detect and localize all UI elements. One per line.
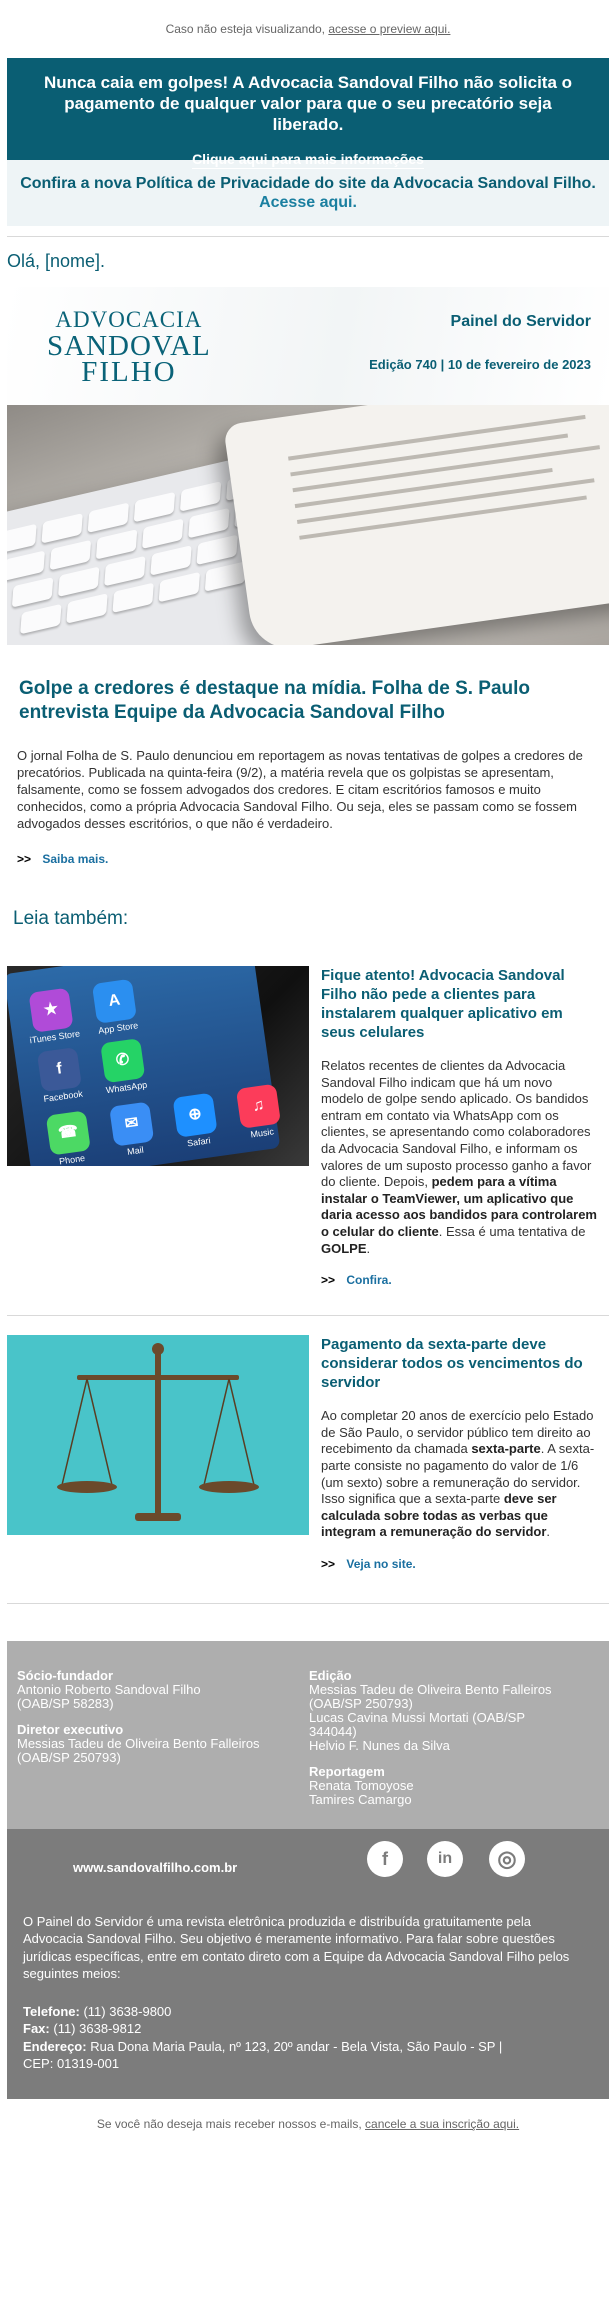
logo-line-3: FILHO <box>81 356 177 388</box>
privacy-text: Confira a nova Política de Privacidade do site da Advocacia Sandoval Filho. <box>20 175 596 192</box>
phone-icon: ☎ <box>46 1110 91 1155</box>
scam-alert-banner <box>7 58 609 167</box>
more-info-link[interactable]: Clique aqui para mais informações <box>192 151 424 167</box>
article-card-sexta-parte <box>7 1335 609 1571</box>
fax-label: Fax: <box>23 2021 50 2037</box>
address-label: Endereço: <box>23 2038 87 2054</box>
card-text <box>309 1335 609 1571</box>
email-container <box>7 58 609 2099</box>
saiba-mais-link[interactable]: Saiba mais. <box>42 852 109 866</box>
main-article-more <box>7 832 609 866</box>
main-article-body: O jornal Folha de S. Paulo denunciou em reportagem as novas tentativas de golpes a credores de precatórios. Publicada na quinta-feira (9/2), a matéria revela que os golpistas se apresentam, falsamente, como se fossem advogados dos credores. E citam escritórios famosos e muito conhecidos, como a própria Advocacia Sandoval Filho. Ou seja, eles se passam como se fossem advogados desses escritórios, o que não é verdadeiro. <box>17 748 583 831</box>
unsubscribe-text: Se você não deseja mais receber nossos e-mails, <box>96 2116 362 2131</box>
arrow-icon: >> <box>17 852 32 866</box>
director-name: Messias Tadeu de Oliveira Bento Falleiros <box>17 1735 260 1751</box>
founder-oab: (OAB/SP 58283) <box>17 1695 114 1711</box>
address: Rua Dona Maria Paula, nº 123, 20º andar - Bela Vista, São Paulo - SP | <box>90 2038 503 2054</box>
privacy-banner <box>7 160 609 226</box>
whatsapp-icon: ✆ <box>100 1038 145 1083</box>
fax-number: (11) 3638-9812 <box>53 2021 142 2037</box>
director-oab: (OAB/SP 250793) <box>17 1749 121 1765</box>
card-more <box>321 1257 597 1287</box>
edition-label: Edição <box>309 1667 352 1683</box>
phone-label: Telefone: <box>23 2003 80 2019</box>
director-label: Diretor executivo <box>17 1721 124 1737</box>
card-text <box>309 966 609 1287</box>
newspaper-illustration <box>223 405 609 645</box>
footer-disclaimer: O Painel do Servidor é uma revista eletrônica produzida e distribuída gratuitamente pela Advocacia Sandoval Filho. Seu objetivo é meramente informativo. Para falar sobre questões jurídicas específicas, entre em contato direto com a Equipe da Advocacia Sandoval Filho pelos seguintes meios: <box>23 1913 570 1982</box>
logo-line-1: ADVOCACIA <box>55 307 203 332</box>
card-more <box>321 1541 597 1571</box>
greeting: Olá, [nome]. <box>7 251 106 271</box>
leia-tambem-heading: Leia também: <box>13 908 129 929</box>
scales-icon <box>7 1335 309 1535</box>
team-column-right <box>309 1669 599 1829</box>
founder-label: Sócio-fundador <box>17 1667 114 1683</box>
card-body: Relatos recentes de clientes da Advocacia Sandoval Filho indicam que há um novo modelo de golpe sendo aplicado. Os bandidos entram em contato via WhatsApp com os clientes, se apresentando como colaboradores da Advocacia Sandoval Filho, e informam os valores de um suposto processo ganho a favor do cliente. Depois, pedem para a vítima instalar o TeamViewer, um aplicativo que daria acesso aos bandidos para controlarem o celular do cliente. Essa é uma tentativa de GOLPE. <box>321 1058 597 1256</box>
privacy-link[interactable]: Acesse aqui. <box>259 194 357 211</box>
preheader-text: Caso não esteja visualizando, <box>165 22 325 36</box>
card-divider <box>7 1571 609 1627</box>
scam-alert-title: Nunca caia em golpes! A Advocacia Sandoval Filho não solicita o pagamento de qualquer valor para que o seu precatório seja liberado. <box>43 73 573 134</box>
unsubscribe-bar <box>0 2099 616 2135</box>
editor-2-oab: 344044) <box>309 1723 357 1739</box>
linkedin-icon[interactable]: in <box>427 1841 463 1877</box>
cep: CEP: 01319-001 <box>23 2056 120 2072</box>
phone-number: (11) 3638-9800 <box>83 2003 172 2019</box>
main-article-title[interactable]: Golpe a credores é destaque na mídia. Folha de S. Paulo entrevista Equipe da Advocacia Sandoval Filho <box>19 678 531 723</box>
app-store-icon: A <box>92 979 137 1024</box>
edition-info: Edição 740 | 10 de fevereiro de 2023 <box>369 357 591 372</box>
instagram-icon[interactable]: ◎ <box>489 1841 525 1877</box>
editor-3: Helvio F. Nunes da Silva <box>309 1737 450 1753</box>
editor-1-oab: (OAB/SP 250793) <box>309 1695 413 1711</box>
editorial-team <box>7 1641 609 1829</box>
reporter-1: Renata Tomoyose <box>309 1777 414 1793</box>
card-image-smartphone[interactable] <box>7 966 309 1166</box>
footer <box>7 1829 609 2099</box>
facebook-icon: f <box>37 1047 82 1092</box>
article-card-app-scam <box>7 966 609 1287</box>
mail-icon: ✉ <box>109 1101 154 1146</box>
preview-link[interactable]: acesse o preview aqui. <box>328 22 451 36</box>
card-title[interactable]: Fique atento! Advocacia Sandoval Filho não pede a clientes para instalarem qualquer aplicativo em seus celulares <box>321 967 565 1041</box>
footer-contacts <box>7 1983 609 2073</box>
arrow-icon: >> <box>321 1273 336 1288</box>
website-link[interactable]: www.sandovalfilho.com.br <box>73 1859 238 1875</box>
team-column-left <box>17 1669 307 1829</box>
editor-2: Lucas Cavina Mussi Mortati (OAB/SP <box>309 1709 526 1725</box>
music-icon: ♫ <box>236 1084 281 1129</box>
card-body: Ao completar 20 anos de exercício pelo Estado de São Paulo, o servidor público tem direito ao recebimento da chamada sexta-parte. A sexta-parte consiste no pagamento do valor de 1/6 (um sexto) sobre a remuneração do servidor. Isso significa que a sexta-parte deve ser calculada sobre todas as verbas que integram a remuneração do servidor. <box>321 1408 595 1540</box>
footer-top <box>7 1829 609 1887</box>
facebook-icon[interactable]: f <box>367 1841 403 1877</box>
logo[interactable] <box>47 307 211 388</box>
preheader <box>0 0 616 58</box>
reporter-2: Tamires Camargo <box>309 1791 412 1807</box>
hero-image-keyboard-newspaper[interactable] <box>7 405 609 645</box>
logo-line-2: SANDOVAL <box>47 330 211 362</box>
phone-screen: ★ iTunes Store A App Store f Facebook ✆ WhatsApp ☎ Phone ✉ Mail ⊕ Safari ♫ Music <box>7 966 280 1166</box>
card-image-scales-of-justice[interactable] <box>7 1335 309 1535</box>
founder-name: Antonio Roberto Sandoval Filho <box>17 1681 201 1697</box>
reporters-label: Reportagem <box>309 1763 385 1779</box>
veja-no-site-link[interactable]: Veja no site. <box>346 1556 416 1571</box>
newsletter-title: Painel do Servidor <box>450 313 591 330</box>
card-title[interactable]: Pagamento da sexta-parte deve considerar todos os vencimentos do servidor <box>321 1336 583 1392</box>
unsubscribe-link[interactable]: cancele a sua inscrição aqui. <box>365 2116 520 2131</box>
safari-icon: ⊕ <box>172 1093 217 1138</box>
editor-1: Messias Tadeu de Oliveira Bento Falleiros <box>309 1681 552 1697</box>
confira-link[interactable]: Confira. <box>346 1273 392 1288</box>
itunes-icon: ★ <box>28 988 73 1033</box>
masthead <box>7 287 609 405</box>
arrow-icon: >> <box>321 1556 336 1571</box>
